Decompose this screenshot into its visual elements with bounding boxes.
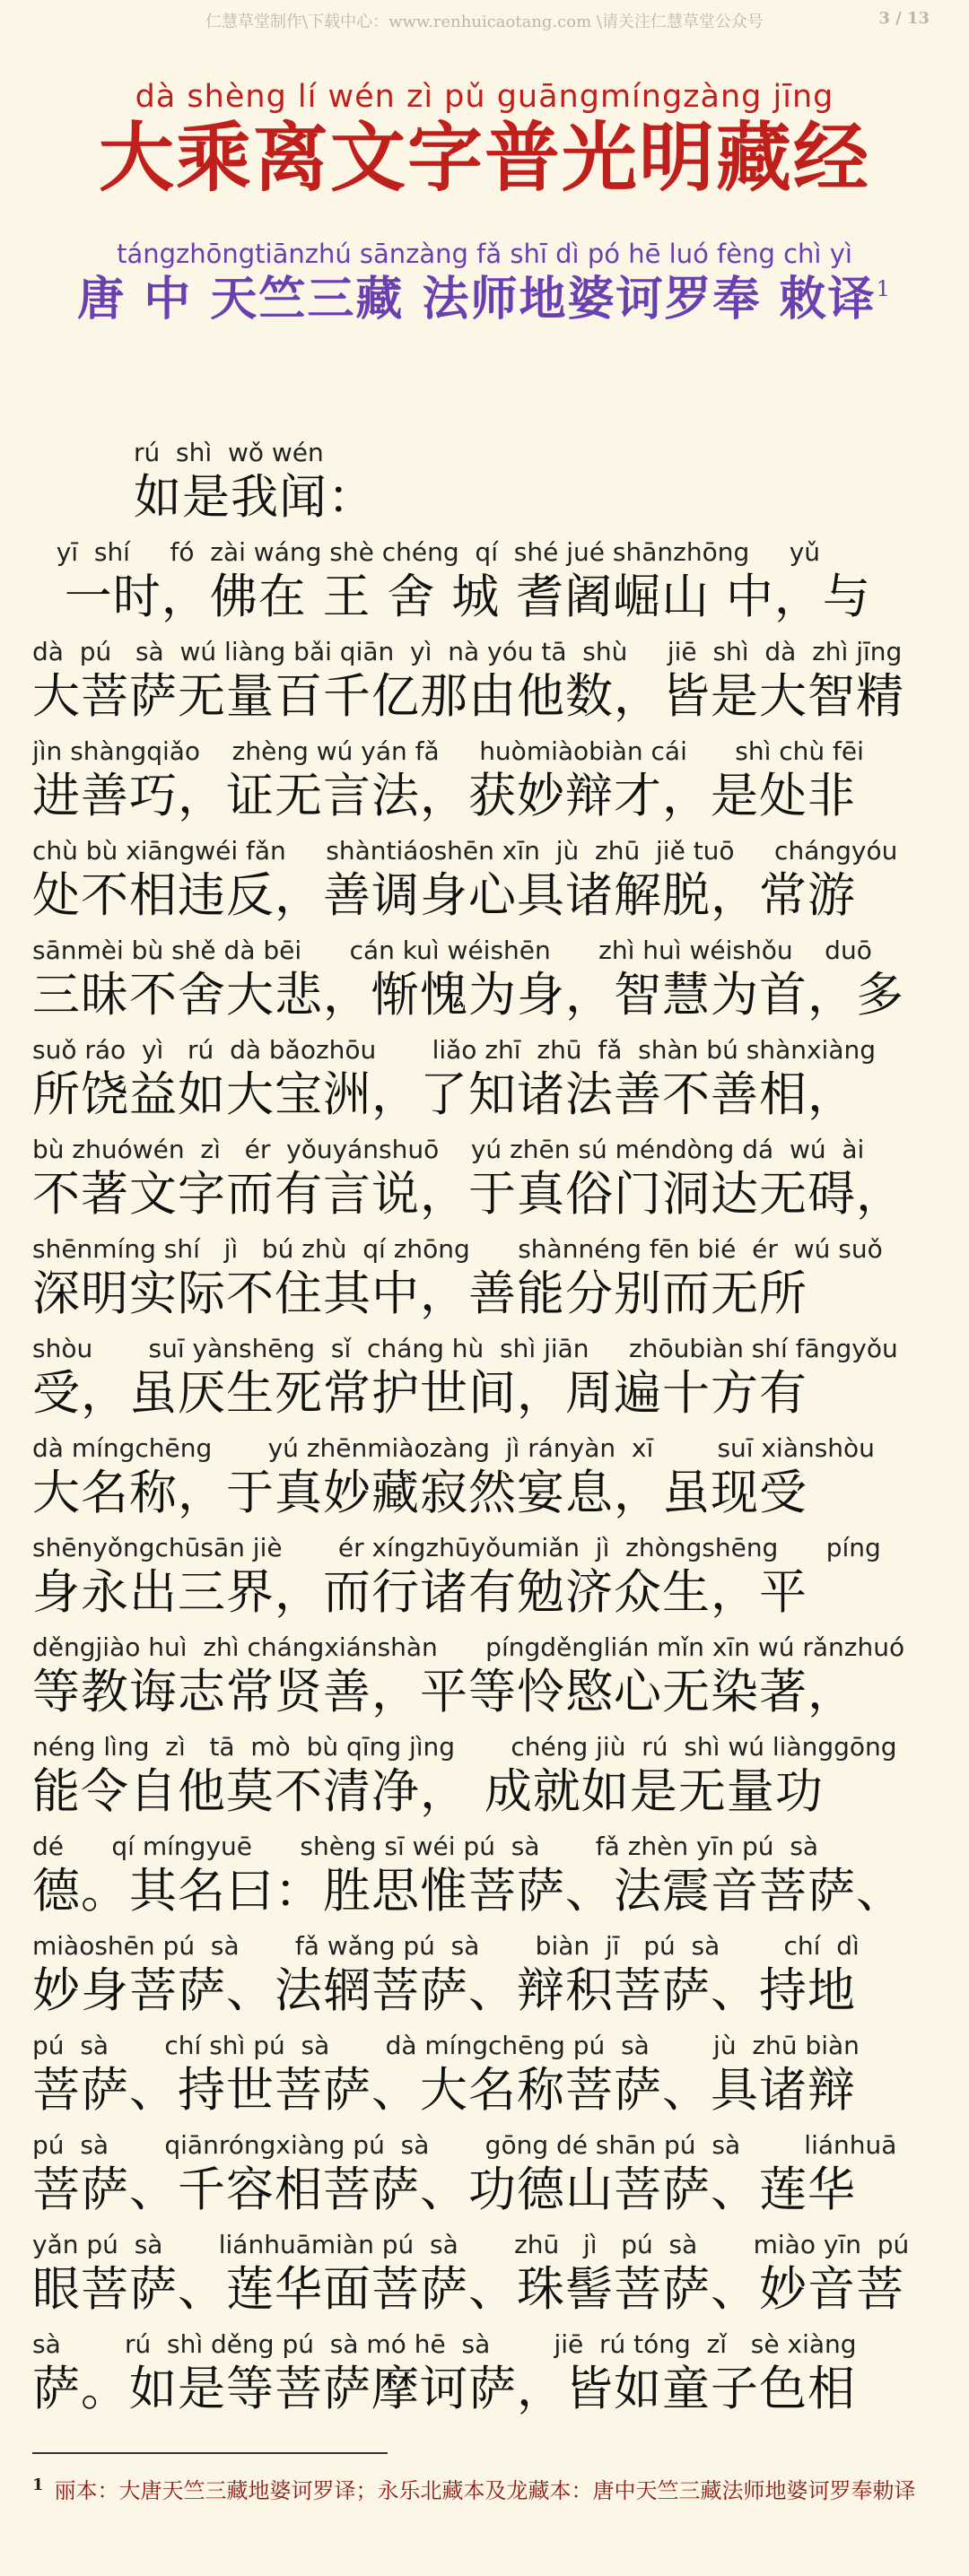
page-header [0,9,969,36]
verse-pinyin: sānmèi bù shě dà bēi cán kuì wéishēn zhì huì wéishǒu duō [32,936,872,965]
verse-text: 身永出三界，而行诸有勉济众生，平 [32,1565,808,1620]
verse-line [32,635,944,735]
verse-text: 大菩萨无量百千亿那由他数，皆是大智精 [32,669,904,724]
verse-line [32,1929,944,2029]
footnote-mark: 1 [32,2476,44,2494]
verse-pinyin: miàoshēn pú sà fǎ wǎng pú sà biàn jī pú sà chí dì [32,1931,860,1961]
verse-line [32,2128,944,2228]
verse-text: 一时，佛在 王 舍 城 耆阇崛山 中，与 [32,570,871,624]
verse-line [32,1432,944,1531]
verse-pinyin: dé qí míngyuē shèng sī wéi pú sà fǎ zhèn yīn pú sà [32,1832,819,1861]
verse-line [32,934,944,1033]
sutra-title-block [0,79,969,202]
verse-text: 深明实际不住其中，善能分别而无所 [32,1266,808,1321]
verse-text: 进善巧，证无言法，获妙辩才，是处非 [32,769,856,823]
verse-text: 大名称，于真妙藏寂然宴息，虽现受 [32,1466,808,1520]
translator-line [0,272,969,326]
verse-line [32,535,944,635]
verse-text: 德。其名曰：胜思惟菩萨、法震音菩萨、 [32,1864,904,1919]
verse-line [32,436,944,535]
verse-line [32,1232,944,1332]
verse-line [32,1033,944,1133]
verse-line [32,834,944,934]
verse-text: 眼菩萨、莲华面菩萨、珠髻菩萨、妙音菩 [32,2262,904,2317]
footnote-divider [32,2452,388,2454]
verse-pinyin: shēnyǒngchūsān jiè ér xíngzhūyǒumiǎn jì zhòngshēng píng [32,1533,881,1562]
translator-block [0,239,969,326]
verse-pinyin: pú sà qiānróngxiàng pú sà gōng dé shān pú sà liánhuā [32,2130,897,2160]
translator-text: 唐 中 天竺三藏 法师地婆诃罗奉 敕译 [77,272,877,326]
verse-pinyin: shòu suī yànshēng sǐ cháng hù shì jiān zhōubiàn shí fāngyǒu [32,1334,898,1363]
verse-pinyin: děngjiào huì zhì chángxiánshàn píngděnglián mǐn xīn wú rǎnzhuó [32,1632,905,1662]
footnote-reference[interactable]: 1 [876,276,892,301]
verse-pinyin: néng lìng zì tā mò bù qīng jìng chéng jiù rú shì wú liànggōng [32,1732,897,1762]
verse-line [32,1133,944,1232]
verse-line [32,1332,944,1432]
verse-pinyin: suǒ ráo yì rú dà bǎozhōu liǎo zhī zhū fǎ shàn bú shànxiàng [32,1035,876,1065]
verse-text: 如是我闻： [134,470,376,525]
verse-text: 妙身菩萨、法辋菩萨、辩积菩萨、持地 [32,1963,856,2018]
verse-text: 处不相违反，善调身心具诸解脱，常游 [32,868,856,923]
verse-line [32,2029,944,2128]
verse-text: 萨。如是等菩萨摩诃萨，皆如童子色相 [32,2362,856,2416]
verse-pinyin: jìn shàngqiǎo zhèng wú yán fǎ huòmiàobiàn cái shì chù fēi [32,736,864,766]
verse-text: 受，虽厌生死常护世间，周遍十方有 [32,1366,808,1421]
verse-pinyin: yī shí fó zài wáng shè chéng qí shé jué shānzhōng yǔ [32,537,821,567]
page-number: 3 / 13 [878,9,930,28]
verse-pinyin: pú sà chí shì pú sà dà míngchēng pú sà jù zhū biàn [32,2031,860,2060]
verse-pinyin: sà rú shì děng pú sà mó hē sà jiē rú tóng zǐ sè xiàng [32,2329,857,2359]
translator-pinyin: tángzhōngtiānzhú sānzàng fǎ shī dì pó hē luó fèng chì yì [117,239,852,269]
verse-pinyin: bù zhuówén zì ér yǒuyánshuō yú zhēn sú méndòng dá wú ài [32,1135,865,1164]
verse-pinyin: dà míngchēng yú zhēnmiàozàng jì rányàn xī suī xiànshòu [32,1433,875,1463]
verse-line [32,1730,944,1830]
verse-pinyin: shēnmíng shí jì bú zhù qí zhōng shànnéng fēn bié ér wú suǒ [32,1234,883,1264]
verse-line [32,1531,944,1631]
verse-line [32,2328,944,2427]
title-pinyin: dà shèng lí wén zì pǔ guāngmíngzàng jīng [135,79,834,115]
verse-pinyin: dà pú sà wú liàng bǎi qiān yì nà yóu tā shù jiē shì dà zhì jīng [32,637,903,666]
verse-pinyin: yǎn pú sà liánhuāmiàn pú sà zhū jì pú sà miào yīn pú [32,2230,910,2259]
verse-text: 菩萨、持世菩萨、大名称菩萨、具诸辩 [32,2063,856,2118]
verse-text: 菩萨、千容相菩萨、功德山菩萨、莲华 [32,2163,856,2217]
verse-pinyin: chù bù xiāngwéi fǎn shàntiáoshēn xīn jù zhū jiě tuō chángyóu [32,836,898,866]
verse-text: 不著文字而有言说，于真俗门洞达无碍， [32,1167,904,1222]
verse-line [32,735,944,834]
verse-text: 三昧不舍大悲，惭愧为身，智慧为首，多 [32,968,904,1023]
verse-line [32,1631,944,1730]
sutra-title: 大乘离文字普光明藏经 [98,113,870,202]
verse-pinyin: rú shì wǒ wén [134,438,324,467]
verse-text: 所饶益如大宝洲，了知诸法善不善相， [32,1067,856,1122]
verse-text: 等教诲志常贤善，平等怜愍心无染著， [32,1665,856,1719]
footnote [32,2468,938,2508]
sutra-body [32,436,944,2427]
verse-line [32,2228,944,2328]
verse-text: 能令自他莫不清净， 成就如是无量功 [32,1764,824,1819]
header-source-text: 仁慧草堂制作\下载中心：www.renhuicaotang.com \请关注仁慧草堂公众号 [205,13,764,31]
footnote-text: 丽本：大唐天竺三藏地婆诃罗译；永乐北藏本及龙藏本：唐中天竺三藏法师地婆诃罗奉勅译 [54,2478,916,2503]
verse-line [32,1830,944,1929]
